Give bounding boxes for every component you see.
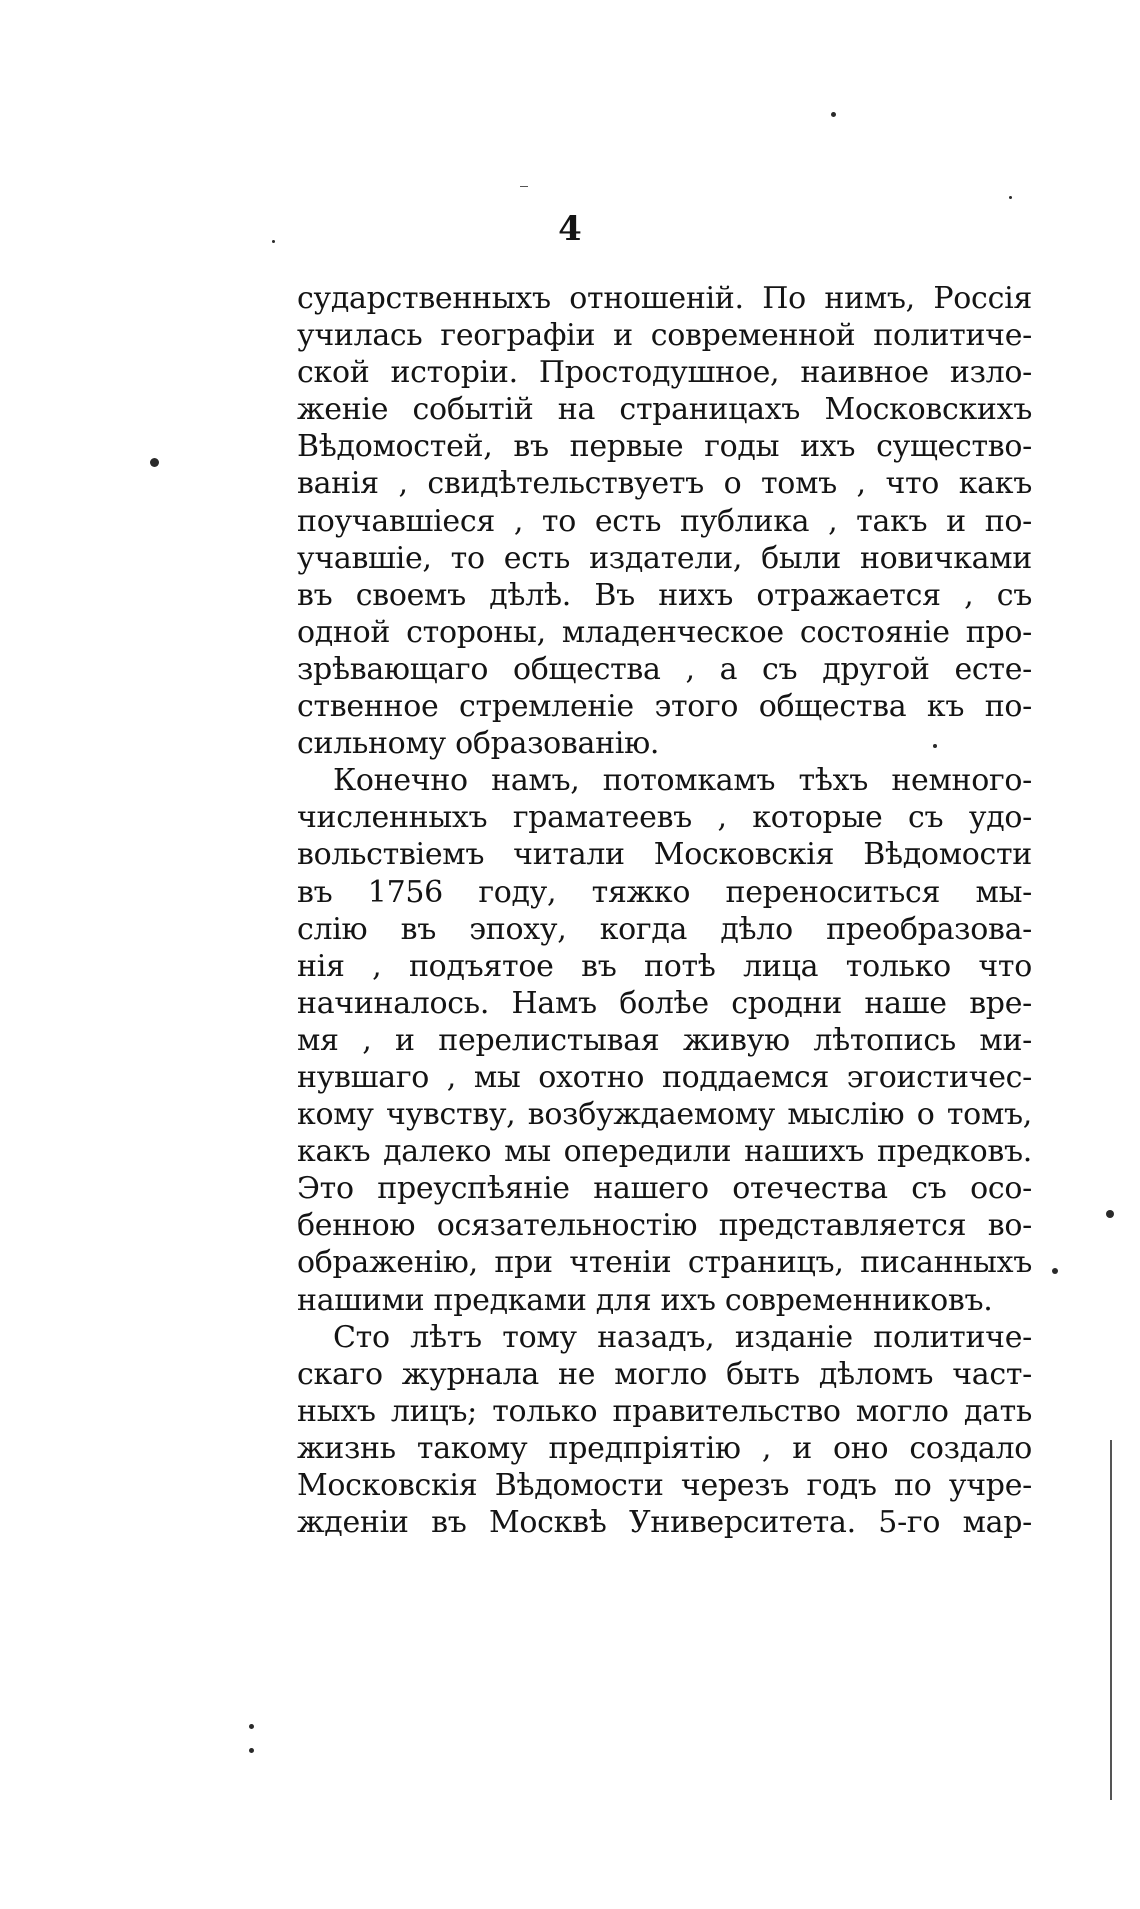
text-line: ныхъ лицъ; только правительство могло дать xyxy=(297,1393,1032,1429)
text-line: ванiя , свидѣтельствуетъ о томъ , что какъ xyxy=(297,466,1032,502)
text-line: мя , и перелистывая живую лѣтопись ми- xyxy=(297,1022,1032,1058)
scan-speck xyxy=(1009,196,1012,199)
text-line: ской исторiи. Простодушное, наивное изло- xyxy=(297,355,1032,391)
scan-edge-line xyxy=(520,186,528,187)
scan-edge-line xyxy=(1110,1440,1112,1800)
text-line: женiе событiй на страницахъ Московскихъ xyxy=(297,392,1032,428)
scan-speck xyxy=(150,458,159,467)
text-line: кому чувству, возбуждаемому мыслiю о томъ, xyxy=(297,1097,1032,1133)
text-line: Московскiя Вѣдомости черезъ годъ по учре- xyxy=(297,1468,1032,1503)
text-line: нашими предками для ихъ современниковъ. xyxy=(297,1282,993,1318)
text-line: скаго журнала не могло быть дѣломъ част- xyxy=(297,1356,1032,1392)
text-line: Вѣдомостей, въ первые годы ихъ существо- xyxy=(297,429,1032,465)
scan-speck xyxy=(831,112,836,117)
text-line: слiю въ эпоху, когда дѣло преобразова- xyxy=(297,911,1032,947)
text-line: Сто лѣтъ тому назадъ, изданiе политиче- xyxy=(333,1319,1032,1355)
scan-speck xyxy=(272,240,275,243)
text-line: нiя , подъятое въ потѣ лица только что xyxy=(297,948,1032,984)
scan-speck xyxy=(249,1724,254,1729)
scan-speck xyxy=(249,1748,254,1753)
text-line: численныхъ граматеевъ , которые съ удо- xyxy=(297,800,1032,836)
body-text xyxy=(297,280,1032,1541)
text-line: поучавшiеся , то есть публика , такъ и по- xyxy=(297,503,1032,539)
text-line: сильному образованiю. xyxy=(297,726,660,762)
text-line: жизнь такому предпрiятiю , и оно создало xyxy=(297,1430,1032,1466)
text-line: начиналось. Намъ болѣе сродни наше вре- xyxy=(297,985,1032,1021)
text-line: ственное стремленiе этого общества къ по- xyxy=(297,689,1032,725)
text-line: училась географiи и современной политиче- xyxy=(297,318,1032,354)
text-line: одной стороны, младенческое состоянiе про- xyxy=(297,614,1032,650)
text-line: вольствiемъ читали Московскiя Вѣдомости xyxy=(297,837,1032,873)
text-line: въ своемъ дѣлѣ. Въ нихъ отражается , съ xyxy=(297,577,1032,613)
text-line: нувшаго , мы охотно поддаемся эгоистичес- xyxy=(297,1059,1032,1095)
text-line: въ 1756 году, тяжко переноситься мы- xyxy=(297,874,1032,910)
text-line: ображенiю, при чтенiи страницъ, писанныхъ xyxy=(297,1245,1032,1281)
text-line: Это преуспѣянiе нашего отечества съ осо- xyxy=(297,1171,1032,1207)
text-line: какъ далеко мы опередили нашихъ предковъ. xyxy=(297,1134,1032,1170)
text-line: бенною осязательностiю представляется во- xyxy=(297,1208,1032,1244)
text-line: учавшiе, то есть издатели, были новичками xyxy=(297,540,1032,576)
scan-speck xyxy=(1106,1210,1114,1218)
text-line: сударственныхъ отношенiй. По нимъ, Россiя xyxy=(297,281,1032,316)
scan-speck xyxy=(1052,1268,1058,1274)
text-line: жденiи въ Москвѣ Университета. 5-го мар- xyxy=(297,1505,1032,1541)
scan-speck xyxy=(933,744,937,748)
page-number: 4 xyxy=(558,209,582,249)
text-line: зрѣвающаго общества , а съ другой есте- xyxy=(297,651,1032,687)
text-line: Конечно намъ, потомкамъ тѣхъ немного- xyxy=(333,763,1032,799)
